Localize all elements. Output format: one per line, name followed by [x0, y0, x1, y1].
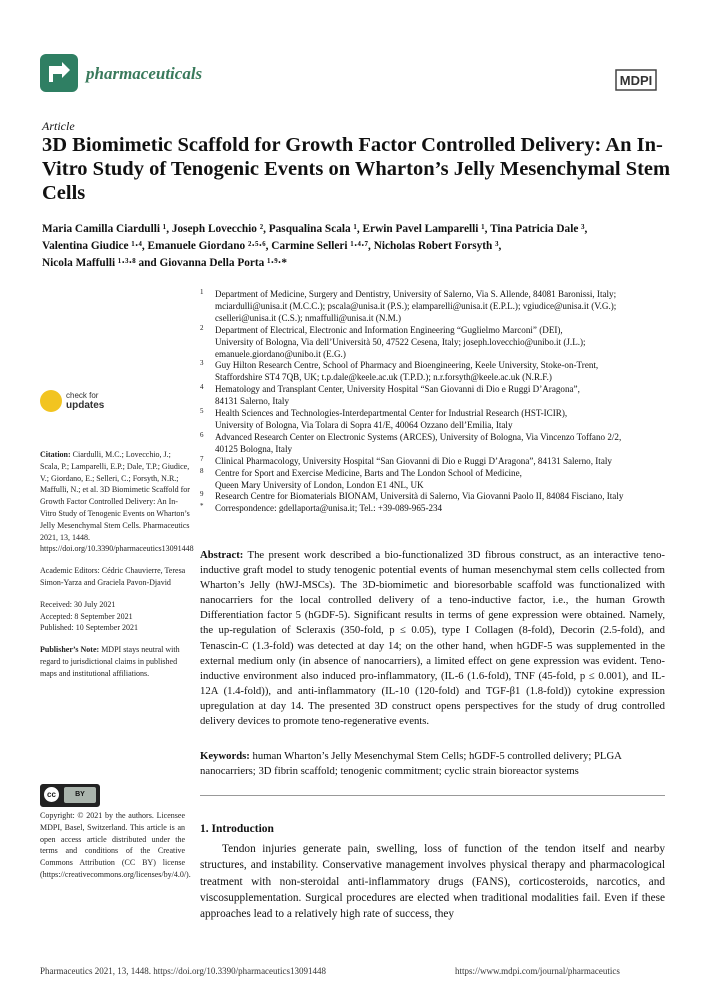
- affiliation-number: 6: [200, 430, 204, 439]
- affiliation-item: [200, 325, 670, 361]
- affiliation-line: Staffordshire ST4 7QB, UK; t.p.dale@keele.ac.uk (T.P.D.); n.r.forsyth@keele.ac.uk (N.R.F.): [215, 372, 552, 383]
- published-date: Published: 10 September 2021: [40, 623, 138, 633]
- section-heading: 1. Introduction: [200, 823, 274, 835]
- journal-logo: [40, 54, 78, 92]
- by-icon: BY: [64, 787, 96, 803]
- article-type: Article: [42, 119, 75, 133]
- affiliation-line: Queen Mary University of London, London E1 4NL, UK: [215, 479, 424, 490]
- affiliation-line: emanuele.giordano@unibo.it (E.G.): [215, 348, 346, 359]
- citation-label: Citation:: [40, 450, 71, 459]
- publisher-logo: [610, 66, 662, 94]
- footer-citation[interactable]: Pharmaceutics 2021, 13, 1448. https://doi.org/10.3390/pharmaceutics13091448: [40, 966, 327, 976]
- affiliation-item: [200, 360, 670, 384]
- affiliation-line: 40125 Bologna, Italy: [215, 443, 293, 454]
- affiliation-item: [200, 432, 670, 456]
- affiliation-line: cselleri@unisa.it (C.S.); nmaffulli@unisa.it (N.M.): [215, 312, 402, 323]
- affiliation-line: University of Bologna, Via Tolara di Sopra 41/E, 40064 Ozzano dell’Emilia, Italy: [215, 419, 513, 430]
- author-line: Maria Camilla Ciardulli ¹, Joseph Lovecchio ², Pasqualina Scala ¹, Erwin Pavel Lamparelli ¹, Tina Patricia Dale ³,: [42, 223, 588, 235]
- affiliation-item: [200, 456, 670, 468]
- sidebar: [40, 449, 192, 680]
- affiliation-item: [200, 491, 670, 503]
- affiliation-line: Department of Medicine, Surgery and Dentistry, University of Salerno, Via S. Allende, 84081 Baronissi, Italy;: [215, 289, 617, 299]
- affiliation-line: Guy Hilton Research Centre, School of Pharmacy and Bioengineering, Keele University, Stoke-on-Trent,: [215, 360, 599, 371]
- affiliation-number: 5: [200, 407, 204, 416]
- affiliation-number: 8: [200, 466, 204, 475]
- check-for-updates-icon[interactable]: [40, 390, 62, 412]
- publisher-name: MDPI: [619, 73, 653, 88]
- author-line: Valentina Giudice ¹·⁴, Emanuele Giordano ²·⁵·⁶, Carmine Selleri ¹·⁴·⁷, Nicholas Robert Forsyth ³,: [42, 240, 502, 252]
- abstract-text: The present work described a bio-functionalized 3D fibrous construct, as an interactive teno-inductive graft model to study tenogenic potential events of human mesenchymal stem cells collected from Wharton’s Jelly (hWJ-MSCs). The 3D-biomimetic and bioresorbable scaffold was functionalized with nanocarriers for the local controlled delivery of a teno-inductive factor, i.e., the human Growth Differentiation factor 5 (hGDF-5). Significant results in terms of gene expression were obtained. Namely, the up-regulation of Scleraxis (350-fold, p ≤ 0.05), type I Collagen (8-fold), Decorin (2.5-fold), and Tenascin-C (1.3-fold) was detected at day 14; on the other hand, when hGDF-5 was supplemented in the external medium only (in absence of nanocarriers), a limited effect on gene expression was evident. Teno-inductive environment also induced pro-inflammatory, (IL-6 (1.6-fold), TNF (45-fold, p ≤ 0.001), and IL-12A (1.4-fold)), and anti-inflammatory (IL-10 (120-fold) and TGF-β1 (1.8-fold)) cytokine expression upregulation at day 14. The presented 3D construct opens perspectives for the study of drug controlled delivery devices to promote teno-regenerative events.: [200, 549, 665, 728]
- affiliation-line: Clinical Pharmacology, University Hospital “San Giovanni di Dio e Ruggi D’Aragona”, 84131 Salerno, Italy: [215, 455, 612, 466]
- affiliation-line: Centre for Sport and Exercise Medicine, Barts and The London School of Medicine,: [215, 467, 522, 478]
- affiliation-number: 7: [200, 454, 204, 463]
- affiliation-number: *: [200, 502, 204, 511]
- divider: [200, 795, 665, 796]
- footer-journal-url[interactable]: https://www.mdpi.com/journal/pharmaceutics: [455, 966, 620, 976]
- abstract: [200, 548, 665, 729]
- abstract-label: Abstract:: [200, 549, 244, 561]
- check-line: updates: [66, 400, 105, 411]
- affiliation-number: 9: [200, 490, 204, 499]
- affiliation-line: Department of Electrical, Electronic and Information Engineering “Guglielmo Marconi” (DEI),: [215, 324, 563, 335]
- affiliation-line: University of Bologna, Via dell’Università 50, 47522 Cesena, Italy; joseph.lovecchio@unibo.it (J.L.);: [215, 336, 586, 347]
- cc-by-license-badge[interactable]: [40, 784, 100, 807]
- affiliation-line: 84131 Salerno, Italy: [215, 396, 289, 407]
- affiliation-number: 1: [200, 288, 204, 296]
- paper-title: 3D Biomimetic Scaffold for Growth Factor Controlled Delivery: An In-Vitro Study of Tenogenic Events on Wharton’s Jelly Mesenchymal Stem Cells: [42, 134, 671, 204]
- affiliation-line: Advanced Research Center on Electronic Systems (ARCES), University of Bologna, Via Vincenzo Toffano 2/2,: [215, 431, 622, 442]
- check-line: check for: [66, 391, 99, 400]
- academic-editors: Academic Editors: Cédric Chauvierre, Teresa Simon-Yarza and Graciela Pavon-Djavid: [40, 566, 186, 587]
- affiliation-number: 3: [200, 359, 204, 368]
- affiliation-line: Correspondence: gdellaporta@unisa.it; Tel.: +39-089-965-234: [215, 503, 443, 514]
- author-list: [42, 221, 667, 272]
- received-date: Received: 30 July 2021: [40, 599, 116, 609]
- affiliation-line: mciardulli@unisa.it (M.C.C.); pscala@unisa.it (P.S.); elamparelli@unisa.it (E.P.L.); vgiudice@unisa.it (V.G.);: [215, 300, 617, 311]
- citation: [40, 449, 192, 555]
- publisher-note-label: Publisher’s Note:: [40, 645, 100, 655]
- affiliation-item: [200, 289, 670, 325]
- affiliations: [200, 289, 670, 515]
- author-line: Nicola Maffulli ¹·³·⁸ and Giovanna Della Porta ¹·⁹·*: [42, 257, 288, 269]
- check-for-updates[interactable]: [66, 391, 104, 411]
- keywords-text: human Wharton’s Jelly Mesenchymal Stem Cells; hGDF-5 controlled delivery; PLGA nanocarriers; 3D fibrin scaffold; tenogenic commitment; cyclic strain bioreactor systems: [200, 750, 622, 778]
- keywords-label: Keywords:: [200, 750, 250, 762]
- cc-icon: cc: [44, 787, 59, 802]
- publisher-note-text: MDPI stays neutral with regard to jurisdictional claims in published maps and institutional affiliations.: [40, 645, 180, 678]
- publisher-note: [40, 644, 192, 679]
- affiliation-number: 2: [200, 323, 204, 332]
- affiliation-number: 4: [200, 383, 204, 392]
- keywords: [200, 749, 665, 779]
- journal-name: pharmaceuticals: [86, 64, 203, 83]
- affiliation-line: Hematology and Transplant Center, University Hospital “San Giovanni di Dio e Ruggi D’Aragona”,: [215, 384, 580, 395]
- affiliation-item: [200, 408, 670, 432]
- accepted-date: Accepted: 8 September 2021: [40, 611, 133, 621]
- affiliation-item: [200, 503, 670, 515]
- affiliation-item: [200, 468, 670, 492]
- copyright-notice: Copyright: © 2021 by the authors. Licensee MDPI, Basel, Switzerland. This article is an open access article distributed under the terms and conditions of the Creative Commons Attribution (CC BY) license (https://creativecommons.org/licenses/by/4.0/).: [40, 811, 191, 879]
- introduction-paragraph: Tendon injuries generate pain, swelling, loss of function of the tendon itself and nearby structures, and instability. Conservative management involves physical therapy and pharmacological treatment with non-steroidal anti-inflammatory drugs (FANS), corticosteroids, narcotics, and viscosupplementation. Surgical procedures are elected when traditional modalities fail. Even if these approaches lead to a relatively high rate of success, they: [200, 843, 665, 921]
- affiliation-item: [200, 384, 670, 408]
- citation-text: Ciardulli, M.C.; Lovecchio, J.; Scala, P.; Lamparelli, E.P.; Dale, T.P.; Giudice, V.; Giordano, E.; Selleri, C.; Forsyth, N.R.; Maffulli, N.; et al. 3D Biomimetic Scaffold for Growth Factor Controlled Delivery: An In-Vitro Study of Tenogenic Events on Wharton’s Jelly Mesenchymal Stem Cells. Pharmaceutics 2021, 13, 1448. https://doi.org/10.3390/pharmaceutics13091448: [40, 450, 194, 554]
- affiliation-line: Health Sciences and Technologies-Interdepartmental Center for Industrial Research (HST-ICIR),: [215, 408, 568, 419]
- affiliation-line: Research Centre for Biomaterials BIONAM, Università di Salerno, Via Giovanni Paolo II, 84084 Fisciano, Italy: [215, 491, 624, 502]
